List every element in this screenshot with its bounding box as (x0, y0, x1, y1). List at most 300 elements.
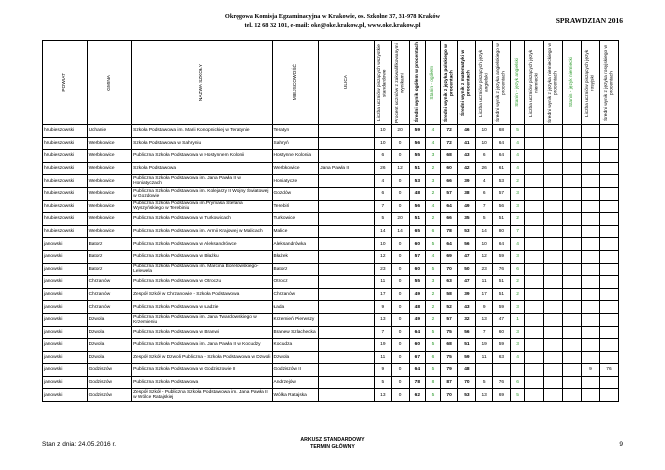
table-cell: Gozdów (272, 187, 319, 200)
table-cell: Szkoła Podstawowa im. Marii Konopnickiej w Teratynie (132, 125, 272, 138)
table-cell (563, 376, 582, 389)
table-cell: 4 (510, 238, 524, 251)
column-header-label: NAZWA SZKOŁY (199, 63, 205, 102)
table-row (43, 351, 619, 364)
table-cell: Zespół Szkół - Publiczna Szkoła Podstawowa im. Jana Pawła II w Wólce Ratajskiej (132, 389, 272, 402)
table-row (43, 125, 619, 138)
column-header-label: Stanin - ogółem (430, 65, 436, 100)
table-cell: hrubieszowski (43, 137, 88, 150)
table-cell (525, 326, 544, 339)
table-cell (525, 225, 544, 238)
column-header-label: Procent uczniów z zakwalifikowanymi wynikami (394, 42, 406, 123)
table-cell: 76 (493, 376, 511, 389)
table-cell: 51 (493, 288, 511, 301)
table-cell: Terebiń (272, 200, 319, 213)
table-cell: Krzemień Pierwszy (272, 313, 319, 326)
column-header-label: Stanin - język angielski (514, 58, 520, 107)
table-cell: 6 (510, 376, 524, 389)
table-cell (563, 137, 582, 150)
table-row (43, 250, 619, 263)
table-cell (319, 276, 375, 289)
header-address: Okręgowa Komisja Egzaminacyjna w Krakowie, os. Szkolne 37, 31-978 Kraków (224, 13, 441, 20)
footer-term: TERMIN GŁÓWNY (310, 444, 355, 450)
table-cell: 70 (440, 263, 458, 276)
table-cell (319, 137, 375, 150)
table-cell: 17 (374, 288, 391, 301)
table-cell (599, 200, 618, 213)
header-contact: tel. 12 68 32 101, e-mail: oke@oke.krakow.pl, www.oke.krakow.pl (244, 22, 421, 29)
table-cell: hrubieszowski (43, 213, 88, 226)
column-header-label: ULICA (343, 75, 349, 90)
table-cell (563, 187, 582, 200)
table-cell (582, 250, 600, 263)
table-cell (582, 276, 600, 289)
table-cell (525, 276, 544, 289)
table-cell (544, 250, 563, 263)
table-cell: 0 (391, 389, 409, 402)
table-cell (563, 250, 582, 263)
table-cell: 53 (409, 175, 426, 188)
table-cell (582, 376, 600, 389)
column-header (544, 41, 563, 125)
table-cell: 3 (510, 339, 524, 352)
table-cell: 41 (458, 137, 476, 150)
table-cell (582, 263, 600, 276)
table-row (43, 200, 619, 213)
table-cell: 2 (426, 162, 440, 175)
table-cell: 20 (391, 213, 409, 226)
table-header-row (43, 41, 619, 125)
table-cell: 2 (510, 213, 524, 226)
table-cell (582, 225, 600, 238)
table-cell: 51 (458, 339, 476, 352)
table-cell (319, 326, 375, 339)
table-cell: Werbkowice (87, 175, 132, 188)
table-cell: 60 (493, 326, 511, 339)
table-cell: Honiatycze (272, 175, 319, 188)
table-cell: Zespół Szkół w Dzwoli Publiczna - Szkoła Podstawowa w Dzwoli (132, 351, 272, 364)
table-cell (599, 150, 618, 163)
table-cell: 4 (510, 351, 524, 364)
table-cell: 11 (374, 276, 391, 289)
table-cell: Dzwola (272, 351, 319, 364)
table-cell: Godziszów (87, 376, 132, 389)
table-cell: 10 (476, 125, 493, 138)
table-cell: 3 (426, 276, 440, 289)
column-header (409, 41, 426, 125)
column-header-label: Liczba uczniów piszących język angielski (478, 48, 490, 117)
table-cell: 26 (374, 162, 391, 175)
column-header (43, 41, 88, 125)
table-cell (544, 137, 563, 150)
table-cell (544, 238, 563, 251)
table-cell (582, 137, 600, 150)
table-cell: Publiczna Szkoła Podstawowa im.Prymasa Stefana Wyszyńskiego w Terebiniu (132, 200, 272, 213)
table-cell (563, 301, 582, 314)
table-cell: janowski (43, 351, 88, 364)
table-row (43, 175, 619, 188)
table-cell: Branew Szlachecka (272, 326, 319, 339)
table-cell: 43 (458, 301, 476, 314)
table-cell: hrubieszowski (43, 225, 88, 238)
table-cell (544, 276, 563, 289)
table-cell: 70 (458, 376, 476, 389)
table-cell: Publiczna Szkoła Podstawowa im. Kolejarzy II Wojny Światowej w Gozdowie (132, 187, 272, 200)
column-header (476, 41, 493, 125)
column-header (319, 41, 375, 125)
table-cell: hrubieszowski (43, 200, 88, 213)
table-cell: 47 (458, 250, 476, 263)
table-cell: 4 (426, 137, 440, 150)
table-cell: Łada (272, 301, 319, 314)
table-cell: 0 (391, 339, 409, 352)
table-cell (525, 313, 544, 326)
table-cell (525, 301, 544, 314)
table-cell (510, 364, 524, 377)
table-cell: 2 (510, 276, 524, 289)
table-cell: Publiczna Szkoła Podstawowa w Aleksandrówce (132, 238, 272, 251)
table-cell: janowski (43, 301, 88, 314)
table-cell: 66 (440, 175, 458, 188)
table-cell: 55 (409, 276, 426, 289)
table-cell: 64 (409, 326, 426, 339)
table-cell: 7 (374, 200, 391, 213)
table-cell (599, 225, 618, 238)
table-cell: 4 (426, 250, 440, 263)
table-cell: Chrzanów (87, 301, 132, 314)
table-cell (544, 200, 563, 213)
table-cell (319, 376, 375, 389)
table-cell: 35 (458, 213, 476, 226)
table-cell: Batorz (87, 263, 132, 276)
table-cell: janowski (43, 313, 88, 326)
table-cell: 0 (391, 276, 409, 289)
table-cell: 48 (458, 364, 476, 377)
table-cell: 4 (510, 150, 524, 163)
table-cell: 63 (493, 351, 511, 364)
table-cell (319, 389, 375, 402)
column-header (374, 41, 391, 125)
table-cell: 80 (493, 225, 511, 238)
table-cell (563, 175, 582, 188)
table-cell: 87 (440, 376, 458, 389)
table-cell: janowski (43, 389, 88, 402)
table-cell (319, 263, 375, 276)
table-cell: 0 (391, 187, 409, 200)
table-cell: 13 (476, 389, 493, 402)
table-cell: Publiczna Szkoła Podstawowa w Ładzie (132, 301, 272, 314)
table-cell: 59 (493, 301, 511, 314)
table-cell: 4 (426, 200, 440, 213)
table-cell (563, 125, 582, 138)
column-header-label: Średni wynik z języka niemieckiego w procentach (547, 42, 559, 123)
column-header (440, 41, 458, 125)
table-cell: 68 (440, 339, 458, 352)
table-cell: 52 (440, 301, 458, 314)
table-cell: 55 (409, 150, 426, 163)
table-cell: 3 (510, 200, 524, 213)
table-cell: Jana Pawła II (319, 162, 375, 175)
table-cell: 32 (458, 313, 476, 326)
table-cell: Publiczna Szkoła Podstawowa im. Armii Krajowej w Malicach (132, 225, 272, 238)
table-cell (563, 326, 582, 339)
table-cell (525, 150, 544, 163)
table-cell: 5 (476, 376, 493, 389)
table-cell: 0 (391, 200, 409, 213)
table-cell: Otrocz (272, 276, 319, 289)
table-cell (544, 364, 563, 377)
table-cell: janowski (43, 288, 88, 301)
table-cell: 47 (458, 276, 476, 289)
table-cell: 7 (374, 326, 391, 339)
table-cell: 0 (391, 150, 409, 163)
table-cell: 49 (458, 200, 476, 213)
table-cell: 5 (510, 125, 524, 138)
table-cell: 11 (476, 276, 493, 289)
table-cell: 0 (391, 301, 409, 314)
table-cell (563, 288, 582, 301)
table-cell: 75 (440, 326, 458, 339)
table-cell (544, 225, 563, 238)
table-cell (599, 313, 618, 326)
table-cell (563, 339, 582, 352)
table-cell (319, 213, 375, 226)
table-cell: Werbkowice (272, 162, 319, 175)
column-header-label: Liczba uczniów piszących język niemiecki (528, 48, 540, 117)
table-cell: 53 (493, 175, 511, 188)
table-cell: 19 (374, 339, 391, 352)
table-cell: 5 (374, 213, 391, 226)
table-cell (582, 213, 600, 226)
table-cell (582, 200, 600, 213)
table-cell: 7 (476, 200, 493, 213)
table-cell: 58 (440, 288, 458, 301)
table-cell: 5 (426, 263, 440, 276)
table-cell (599, 263, 618, 276)
table-cell: 0 (391, 376, 409, 389)
table-cell: 79 (440, 364, 458, 377)
table-cell (599, 238, 618, 251)
table-cell: 56 (458, 238, 476, 251)
table-cell: 26 (476, 162, 493, 175)
table-cell: 50 (458, 263, 476, 276)
table-cell: 60 (409, 238, 426, 251)
table-cell (319, 364, 375, 377)
table-cell: Publiczna Szkoła Podstawowa im. Marcina Borelowskiego-Lelewela (132, 263, 272, 276)
table-cell (582, 288, 600, 301)
table-cell (525, 200, 544, 213)
table-cell (544, 125, 563, 138)
table-cell: Batorz (272, 263, 319, 276)
table-cell (525, 162, 544, 175)
table-cell: 51 (493, 276, 511, 289)
table-body (43, 125, 619, 402)
table-cell (599, 213, 618, 226)
table-cell (319, 288, 375, 301)
table-cell: 56 (409, 137, 426, 150)
table-cell (544, 351, 563, 364)
table-row (43, 339, 619, 352)
table-cell (544, 313, 563, 326)
table-cell (319, 175, 375, 188)
table-cell (319, 238, 375, 251)
table-cell (582, 187, 600, 200)
table-cell: 12 (391, 162, 409, 175)
table-cell: janowski (43, 364, 88, 377)
table-cell: Werbkowice (87, 150, 132, 163)
table-cell (493, 364, 511, 377)
column-header (493, 41, 511, 125)
table-cell: Chrzanów (87, 288, 132, 301)
table-row (43, 263, 619, 276)
table-cell: Werbkowice (87, 187, 132, 200)
table-cell: 10 (374, 137, 391, 150)
table-cell (563, 263, 582, 276)
table-cell (563, 351, 582, 364)
table-cell: 39 (458, 288, 476, 301)
table-cell (599, 339, 618, 352)
column-header (510, 41, 524, 125)
column-header-label: Stanin - język niemiecki (569, 57, 575, 108)
table-cell: 4 (374, 175, 391, 188)
table-cell (525, 263, 544, 276)
table-cell: 70 (440, 389, 458, 402)
table-cell: janowski (43, 238, 88, 251)
table-cell (544, 213, 563, 226)
table-cell: janowski (43, 250, 88, 263)
table-cell: 3 (510, 187, 524, 200)
table-row (43, 389, 619, 402)
table-cell: Werbkowice (87, 225, 132, 238)
column-header (426, 41, 440, 125)
table-cell: 6 (426, 351, 440, 364)
table-cell: 8 (426, 376, 440, 389)
table-cell (563, 225, 582, 238)
table-row (43, 162, 619, 175)
table-cell: 3 (510, 250, 524, 263)
table-cell: 3 (426, 150, 440, 163)
table-cell: 51 (493, 213, 511, 226)
table-cell (319, 313, 375, 326)
table-cell: 68 (493, 125, 511, 138)
column-header-label: Średni wynik z języka angielskiego w procentach (496, 43, 507, 122)
table-cell: 59 (409, 125, 426, 138)
table-cell: 5 (426, 364, 440, 377)
table-row (43, 301, 619, 314)
table-cell: Publiczna Szkoła Podstawowa im. Jana Pawła II w Honiatyczach (132, 175, 272, 188)
table-cell: 56 (493, 200, 511, 213)
table-cell: 4 (510, 137, 524, 150)
table-cell (319, 200, 375, 213)
table-cell: 9 (476, 301, 493, 314)
table-cell (525, 351, 544, 364)
table-cell: Hostynne Kolonia (272, 150, 319, 163)
table-cell (319, 339, 375, 352)
table-row (43, 288, 619, 301)
table-cell: 13 (374, 313, 391, 326)
table-cell: 69 (493, 389, 511, 402)
table-cell: hrubieszowski (43, 125, 88, 138)
table-cell (599, 326, 618, 339)
table-cell: Aleksandrówka (272, 238, 319, 251)
table-cell: 76 (599, 364, 618, 377)
table-cell (599, 376, 618, 389)
table-cell (563, 238, 582, 251)
table-cell: 57 (493, 187, 511, 200)
table-cell: 14 (374, 225, 391, 238)
table-cell: 3 (510, 326, 524, 339)
table-cell: Andrzejów (272, 376, 319, 389)
table-row (43, 276, 619, 289)
table-cell: 2 (426, 301, 440, 314)
table-cell: hrubieszowski (43, 150, 88, 163)
table-cell (563, 364, 582, 377)
table-cell: Wólka Ratajska (272, 389, 319, 402)
table-cell: 2 (510, 175, 524, 188)
table-cell: 13 (476, 313, 493, 326)
table-cell (544, 301, 563, 314)
table-cell (525, 288, 544, 301)
table-cell (582, 238, 600, 251)
table-cell: 72 (440, 137, 458, 150)
table-cell (525, 187, 544, 200)
table-cell: 4 (476, 175, 493, 188)
table-cell: 3 (426, 175, 440, 188)
table-cell: 59 (493, 339, 511, 352)
table-row (43, 364, 619, 377)
table-cell: 61 (493, 162, 511, 175)
table-cell: 13 (374, 389, 391, 402)
table-cell: 2 (426, 187, 440, 200)
table-cell: 5 (426, 326, 440, 339)
table-cell (525, 125, 544, 138)
footer-center (0, 437, 665, 451)
column-header-label: Średni wynik z języka polskiego w procentach (443, 43, 455, 122)
table-cell: 62 (409, 389, 426, 402)
table-cell: 46 (458, 125, 476, 138)
table-cell: 38 (458, 187, 476, 200)
table-cell (582, 301, 600, 314)
table-cell: 64 (493, 137, 511, 150)
table-cell (582, 162, 600, 175)
table-cell: 0 (391, 288, 409, 301)
table-cell (599, 288, 618, 301)
table-cell (544, 339, 563, 352)
table-cell: 5 (426, 389, 440, 402)
table-cell: Batorz (87, 238, 132, 251)
table-cell (599, 276, 618, 289)
table-cell: Werbkowice (87, 213, 132, 226)
column-header-label: Liczba uczniów piszących język rosyjski (585, 48, 596, 117)
table-cell: Publiczna Szkoła Podstawowa im. Jana Pawła II w Kocudzy (132, 339, 272, 352)
table-cell: 65 (409, 225, 426, 238)
table-cell: 66 (440, 213, 458, 226)
table-cell (525, 250, 544, 263)
column-header (132, 41, 272, 125)
table-cell: hrubieszowski (43, 187, 88, 200)
table-cell (544, 376, 563, 389)
table-cell: 11 (374, 351, 391, 364)
column-header (87, 41, 132, 125)
table-cell: 57 (440, 187, 458, 200)
table-cell: 48 (409, 187, 426, 200)
table-cell (563, 162, 582, 175)
table-cell: Dzwola (87, 313, 132, 326)
table-cell: 69 (440, 250, 458, 263)
table-cell: 6 (510, 263, 524, 276)
table-row (43, 376, 619, 389)
column-header-label: Średni wynik z języka rosyjskiego w procentach (603, 44, 614, 121)
